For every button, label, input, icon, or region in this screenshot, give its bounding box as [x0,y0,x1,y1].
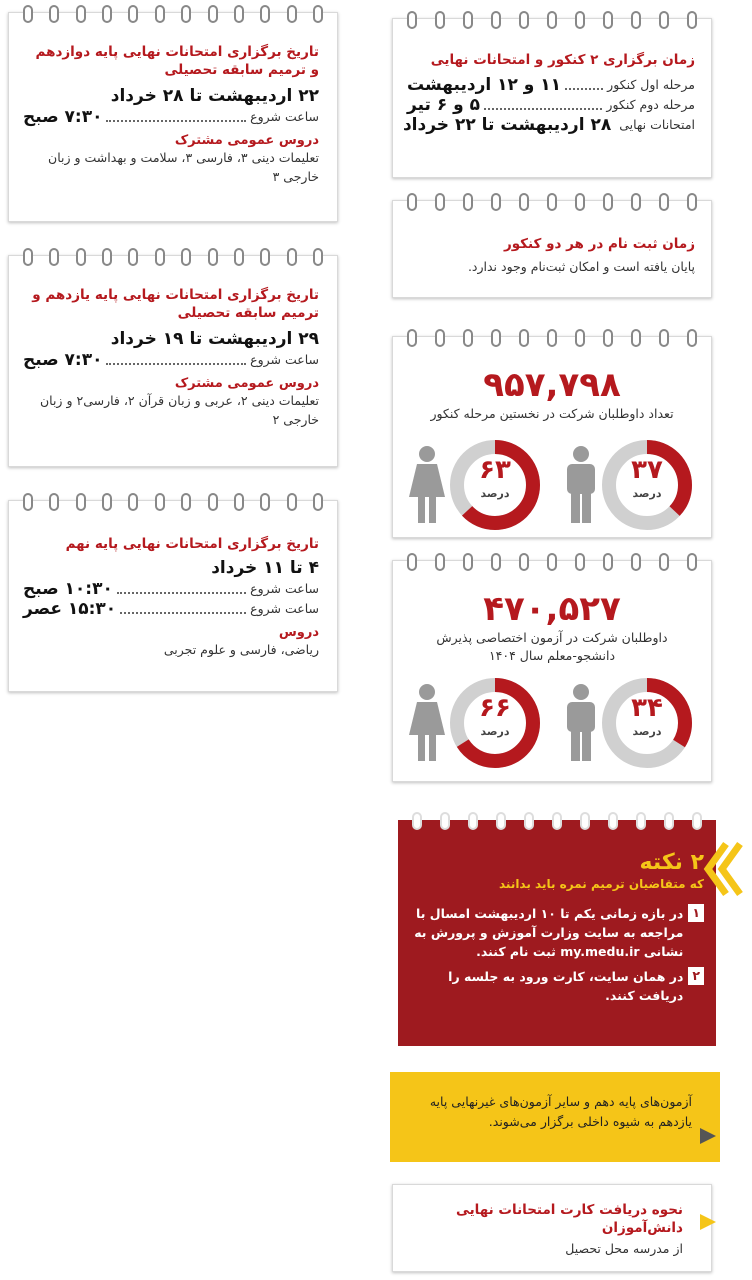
notes-title: ۲ نکته [639,850,704,875]
male-icon [561,683,601,763]
stat1-female-pct: ۶۳ [479,455,511,485]
stat2-female-pct: ۶۶ [479,693,511,723]
card-rings [407,329,697,351]
stat2-female-ring [447,675,543,771]
grade9-start-label-1: ساعت شروع [250,581,319,596]
stat1-female-pct-word: درصد [480,487,510,500]
stat1-female-donut [447,437,543,533]
grade9-subjects: ریاضی، فارسی و علوم تجربی [163,642,319,657]
grade11-start-row [23,350,319,370]
notes-subtitle: که متقاضیان ترمیم نمره باید بدانند [498,877,704,891]
grade12-dates: ۲۲ اردیبهشت تا ۲۸ خرداد [110,86,319,106]
note-2-text: در همان سایت، کارت ورود به جلسه را دریافت کنند. [448,969,684,1003]
grade9-start-value-2: ۱۵:۳۰ عصر [23,599,117,619]
grade12-subjects-title: دروس عمومی مشترک [174,133,319,148]
card-report [392,1184,712,1272]
stat2-label: داوطلبان شرکت در آزمون اختصاصی پذیرش دانشجو-معلم سال ۱۴۰۴ [436,630,668,663]
konkur-row2-label: مرحله دوم کنکور [606,97,695,112]
grade11-dates: ۲۹ اردیبهشت تا ۱۹ خرداد [110,329,319,349]
grade12-title: تاریخ برگزاری امتحانات نهایی پایه دوازدهم و ترمیم سابقه تحصیلی [35,44,319,78]
grade12-start-row [23,107,319,127]
report-title: نحوه دریافت کارت امتحانات نهایی دانش‌آموزان [455,1202,683,1236]
konkur-row3-label: امتحانات نهایی [619,117,695,132]
konkur-title: زمان برگزاری ۲ کنکور و امتحانات نهایی [430,52,695,68]
grade9-start-row-2 [23,599,319,619]
grade12-subjects: تعلیمات دینی ۳، فارسی ۳، سلامت و بهداشت و زبان خارجی ۳ [48,150,319,184]
stat2-male-donut [599,675,695,771]
konkur-row1-value: ۱۱ و ۱۲ اردیبهشت [407,75,562,95]
grade12-start-label: ساعت شروع [250,109,319,124]
grade12-start-value: ۷:۳۰ صبح [23,107,103,127]
konkur-row-2 [407,95,695,115]
registration-text: پایان یافته است و امکان ثبت‌نام وجود ندارد. [467,259,695,274]
card-grade12 [8,12,338,222]
stat1-male-pct-word: درصد [632,487,662,500]
stat2-female-pct-word: درصد [480,725,510,738]
grade11-subjects-title: دروس عمومی مشترک [174,376,319,391]
grade11-title: تاریخ برگزاری امتحانات نهایی پایه یازدهم و ترمیم سابقه تحصیلی [32,287,319,321]
konkur-row-1 [407,75,695,95]
stat1-male-donut [599,437,695,533]
card-rings [407,193,697,215]
male-icon [561,445,601,525]
card-rings [23,5,323,27]
grade9-start-value-1: ۱۰:۳۰ صبح [23,579,113,599]
konkur-row3-value: ۲۸ اردیبهشت تا ۲۲ خرداد [402,115,612,135]
chevron-left-icon [700,840,744,898]
female-icon [407,683,447,763]
yellow-note-text: آزمون‌های پایه دهم و سایر آزمون‌های غیرنهایی پایه یازدهم به شیوه داخلی برگزار می‌شوند. [429,1094,692,1129]
stat1-female-ring [447,437,543,533]
card-rings [23,493,323,515]
card-rings [407,553,697,575]
grade9-start-label-2: ساعت شروع [250,601,319,616]
registration-title: زمان ثبت نام در هر دو کنکور [503,236,695,252]
stat1-male-ring [599,437,695,533]
note-1-text: در بازه زمانی یکم تا ۱۰ اردیبهشت امسال با مراجعه به سایت وزارت آموزش و پرورش به نشانی my.medu.ir ثبت نام کنند. [414,906,684,959]
grade9-start-row-1 [23,579,319,599]
grade9-title: تاریخ برگزاری امتحانات نهایی پایه نهم [65,536,319,552]
grade11-start-label: ساعت شروع [250,352,319,367]
female-icon [407,445,447,525]
grade11-start-value: ۷:۳۰ صبح [23,350,103,370]
card-rings [23,248,323,270]
card-grade11 [8,255,338,467]
note-1-number: ۱ [688,904,704,922]
corner-arrow-icon [698,1124,726,1148]
note-item-2 [412,967,704,1005]
card-registration [392,200,712,298]
card-grade9 [8,500,338,692]
card-stat1 [392,336,712,538]
corner-arrow-icon [698,1210,726,1234]
card-rings [412,812,702,834]
stat2-male-pct: ۳۴ [631,693,663,723]
notes-card [398,820,716,1046]
konkur-row-3 [402,115,695,135]
stat2-male-pct-word: درصد [632,725,662,738]
grade11-subjects: تعلیمات دینی ۲، عربی و زبان قرآن ۲، فارسی۲ و زبان خارجی ۲ [39,393,319,427]
grade9-dates: ۴ تا ۱۱ خرداد [211,558,319,578]
stat2-female-donut [447,675,543,771]
konkur-row2-value: ۵ و ۶ تیر [407,95,481,115]
yellow-note [390,1072,720,1162]
note-item-1 [412,904,704,961]
card-rings [407,11,697,33]
card-stat2 [392,560,712,782]
card-konkur [392,18,712,178]
stat1-number: ۹۵۷,۷۹۸ [483,365,621,405]
stat2-number: ۴۷۰,۵۲۷ [483,589,621,629]
note-2-number: ۲ [688,967,704,985]
grade9-subjects-title: دروس [278,625,319,640]
report-text: از مدرسه محل تحصیل [565,1241,683,1256]
stat2-male-ring [599,675,695,771]
konkur-row1-label: مرحله اول کنکور [607,77,695,92]
stat1-label: تعداد داوطلبان شرکت در نخستین مرحله کنکور [430,406,674,421]
stat1-male-pct: ۳۷ [631,455,663,485]
